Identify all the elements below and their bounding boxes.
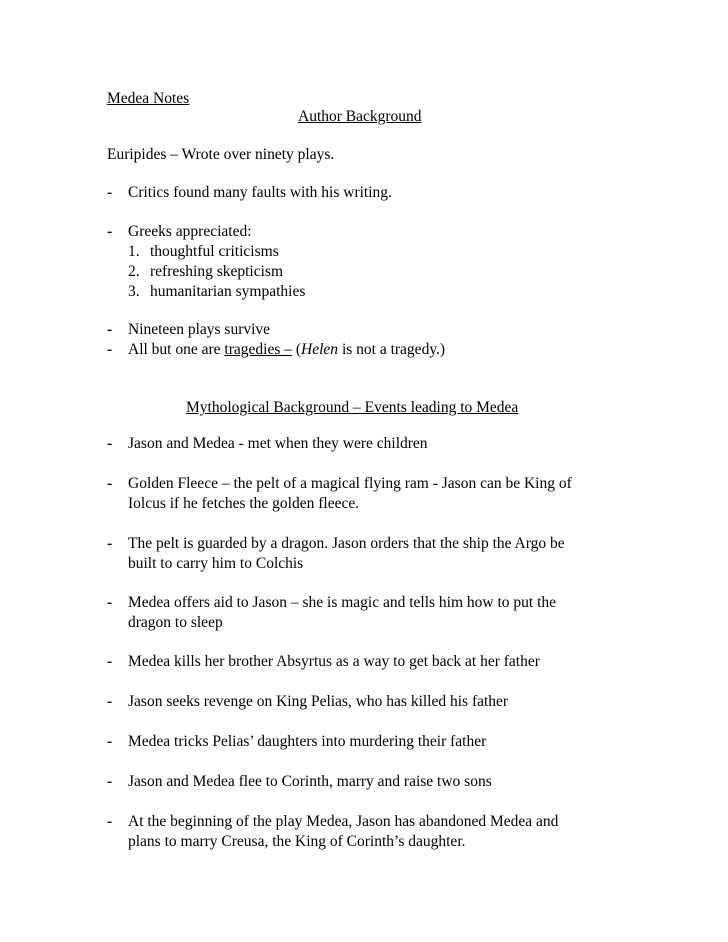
myth-bullet-4-line1: Medea offers aid to Jason – she is magic and tells him how to put the: [128, 594, 557, 611]
critics-item: Critics found many faults with his writing.: [128, 184, 392, 201]
author-intro: Euripides – Wrote over ninety plays.: [107, 146, 335, 163]
section-heading-myth: Mythological Background – Events leading to Medea: [186, 399, 519, 416]
bullet-dash: -: [107, 435, 113, 452]
myth-bullet-2-line2: Iolcus if he fetches the golden fleece.: [128, 495, 360, 512]
myth-bullet-8: Jason and Medea flee to Corinth, marry and raise two sons: [128, 773, 492, 790]
bullet-dash: -: [107, 535, 113, 552]
bullet-dash: -: [107, 184, 113, 201]
list-item: refreshing skepticism: [150, 263, 284, 280]
greeks-item: Greeks appreciated:: [128, 223, 252, 240]
myth-bullet-9-line1: At the beginning of the play Medea, Jason has abandoned Medea and: [128, 813, 559, 830]
myth-bullet-5: Medea kills her brother Absyrtus as a way to get back at her father: [128, 653, 540, 670]
tragedies-suffix: is not a tragedy.): [338, 341, 446, 358]
tragedies-underlined: tragedies –: [224, 341, 292, 358]
myth-bullet-6: Jason seeks revenge on King Pelias, who has killed his father: [128, 693, 509, 710]
bullet-dash: -: [107, 733, 113, 750]
bullet-dash: -: [107, 223, 113, 240]
bullet-dash: -: [107, 321, 113, 338]
myth-bullet-9-line2: plans to marry Creusa, the King of Corinth’s daughter.: [128, 833, 466, 850]
list-number: 1.: [128, 243, 140, 260]
helen-title: Helen: [301, 341, 339, 358]
survive-item: Nineteen plays survive: [128, 321, 271, 338]
list-item: humanitarian sympathies: [150, 283, 306, 300]
tragedies-prefix: All but one are: [128, 341, 225, 358]
bullet-dash: -: [107, 475, 113, 492]
myth-bullet-4-line2: dragon to sleep: [128, 614, 223, 631]
bullet-dash: -: [107, 773, 113, 790]
bullet-dash: -: [107, 341, 113, 358]
bullet-dash: -: [107, 653, 113, 670]
myth-bullet-1: Jason and Medea - met when they were children: [128, 435, 428, 452]
list-item: thoughtful criticisms: [150, 243, 279, 260]
section-heading-author: Author Background: [298, 108, 422, 125]
myth-bullet-3-line2: built to carry him to Colchis: [128, 555, 304, 572]
myth-bullet-3-line1: The pelt is guarded by a dragon. Jason orders that the ship the Argo be: [128, 535, 565, 552]
bullet-dash: -: [107, 594, 113, 611]
document-title: Medea Notes: [107, 90, 190, 107]
bullet-dash: -: [107, 693, 113, 710]
myth-bullet-2-line1: Golden Fleece – the pelt of a magical flying ram - Jason can be King of: [128, 475, 572, 492]
list-number: 3.: [128, 283, 140, 300]
myth-bullet-7: Medea tricks Pelias’ daughters into murdering their father: [128, 733, 487, 750]
bullet-dash: -: [107, 813, 113, 830]
tragedies-mid: (: [292, 341, 302, 358]
tragedies-item: [128, 340, 445, 360]
list-number: 2.: [128, 263, 140, 280]
